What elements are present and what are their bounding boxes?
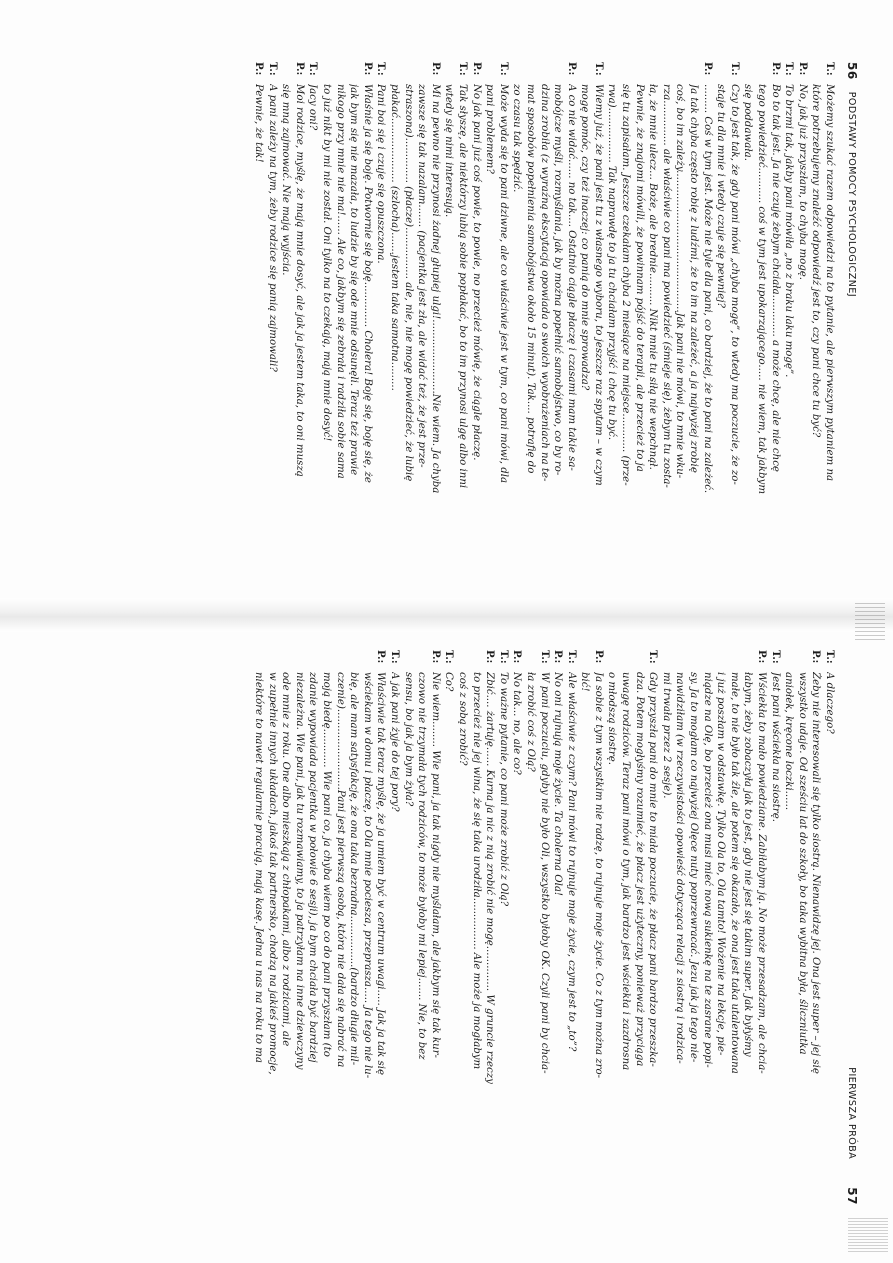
speaker-label — [347, 650, 361, 672]
dialogue-line — [387, 62, 401, 617]
line-text: tego powiedzieć........... coś w tym jest upokarzającego..... nie wiem, tak jakbym — [756, 84, 768, 494]
dialogue-line — [428, 62, 442, 617]
line-text: Mi na pewno nie przynosi żadnej głupiej ulgi!.......................Nie wiem. Ja chyba — [429, 84, 441, 494]
line-text: Może wyda się to pani dziwne, ale co właściwie jest w tym, co pani mówi, dla — [497, 84, 509, 484]
line-text: dzina zrobiła (z wyraźną ekscytacją opowiada o swoich wyobrażeniach na te- — [538, 84, 550, 482]
dialogue-line — [564, 62, 578, 617]
speaker-label: P.: — [810, 650, 823, 664]
dialogue-line — [360, 62, 374, 617]
speaker-label: T.: — [824, 650, 836, 664]
left-page — [20, 62, 860, 617]
speaker-label: T.: — [307, 62, 320, 76]
speaker-label — [605, 62, 619, 84]
speaker-label — [510, 62, 524, 84]
speaker-label: P.: — [429, 62, 442, 76]
speaker-label: T.: — [783, 62, 796, 76]
dialogue-line — [292, 650, 306, 1205]
speaker-label — [795, 650, 809, 672]
speaker-label — [632, 62, 646, 84]
line-text: Czy to jest tak, że gdy pani mówi „chyba mogę”, to wtedy ma poczucie, że zo- — [728, 84, 740, 485]
line-text: Wiemy już, że pani jest tu z własnego wyboru, to jeszcze raz spytam – w czym — [592, 84, 604, 486]
dialogue-line — [360, 650, 374, 1205]
dialogue-line — [822, 62, 836, 617]
dialogue-line — [374, 62, 388, 617]
dialogue-line — [347, 650, 361, 1205]
dialogue-line — [768, 62, 782, 617]
speaker-label: P.: — [293, 62, 306, 76]
line-text: łabym, żeby zobaczyła jak to jest, gdy nie jest się takim super. Jak byłyśmy — [742, 672, 754, 1057]
dialogue-line — [347, 62, 361, 617]
speaker-label: P.: — [375, 650, 388, 664]
dialogue-line — [564, 650, 578, 1205]
speaker-label — [659, 650, 673, 672]
speaker-label: T.: — [497, 62, 510, 76]
speaker-label — [646, 62, 660, 84]
dialogue-line — [795, 650, 809, 1205]
dialogue-line — [319, 62, 333, 617]
speaker-label — [741, 650, 755, 672]
dialogue-line — [415, 62, 429, 617]
dialogue-line — [768, 650, 782, 1205]
speaker-label — [673, 650, 687, 672]
speaker-label — [578, 650, 592, 672]
dialogue-line — [251, 650, 265, 1205]
speaker-label: T.: — [728, 62, 741, 76]
speaker-label — [714, 62, 728, 84]
line-text: ła zrobić coś z Olą? — [524, 672, 536, 772]
dialogue-line — [795, 62, 809, 617]
scan-noise-mark-corner — [848, 1218, 888, 1252]
dialogue-line — [741, 62, 755, 617]
dialogue-line — [673, 650, 687, 1205]
line-text: Pewnie, że tak! — [253, 84, 265, 163]
speaker-label: T.: — [824, 62, 836, 76]
line-text: czowo nie trzymała tych rodziców, to może byłoby mi lepiej....... Nie, to bez — [416, 672, 428, 1060]
dialogue-line — [333, 62, 347, 617]
dialogue-line — [782, 650, 796, 1205]
dialogue-line — [537, 62, 551, 617]
dialogue-line — [265, 62, 279, 617]
dialogue-line — [306, 650, 320, 1205]
speaker-label — [686, 62, 700, 84]
speaker-label: P.: — [484, 650, 497, 664]
speaker-label — [387, 62, 401, 84]
dialogue-line — [251, 62, 265, 617]
line-text: mobójcze myśli, rozmyślania, jak by można popełnić samobójstwo, co by ro- — [552, 84, 564, 476]
speaker-label — [319, 62, 333, 84]
dialogue-line — [686, 62, 700, 617]
speaker-label — [673, 62, 687, 84]
line-text: dza. Potem mogłyśmy rozumieć, że płacz jest użyteczny, ponieważ przyciąga — [633, 672, 645, 1067]
dialogue-line — [646, 62, 660, 617]
dialogue-line — [523, 650, 537, 1205]
speaker-label — [279, 62, 293, 84]
speaker-label: T.: — [565, 650, 578, 664]
line-text: Ja sobie z tym wszystkim nie radzę, to rujnuje moje życie. Co z tym można zro- — [592, 672, 604, 1079]
speaker-label — [659, 62, 673, 84]
line-text: Moi rodzice, myślę, że mają mnie dosyć, ale jak ja jestem taka, to oni muszą — [293, 84, 305, 477]
dialogue-line — [727, 62, 741, 617]
running-head: PIERWSZA PRÓBA — [846, 1067, 858, 1160]
line-text: Właśnie ja się boję. Potwornie się boję.............. Cholera! Boję się, boję się, że — [361, 84, 373, 483]
line-text: wtedy się nimi interesują. — [443, 84, 455, 218]
speaker-label: P.: — [511, 650, 524, 664]
dialogue-line — [374, 650, 388, 1205]
line-text: to już nikt by mi nie został. Oni tylko na to czekają, mają mnie dosyć! — [321, 84, 333, 442]
dialogue-line — [659, 650, 673, 1205]
line-text: mat sposobów popełnienia samobójstwa około 15 minut). Tak.... potrafię do — [524, 84, 536, 474]
dialogue-line — [578, 62, 592, 617]
speaker-label — [347, 62, 361, 84]
line-text: niektóre to nawet regularnie pracują, mają kasę. Jedna u nas na roku to ma — [253, 672, 265, 1063]
speaker-label — [442, 62, 456, 84]
line-text: ła, że mnie ulecz... Boże, ale brednie.......... Nikt mnie tu siłą nie wepchnął. — [647, 84, 659, 470]
dialogue-line — [605, 62, 619, 617]
dialogue-line — [455, 650, 469, 1205]
speaker-label: P.: — [552, 650, 565, 664]
dialogue-line — [496, 62, 510, 617]
line-text: No, jak już przyszłam, to chyba mogę. — [796, 84, 808, 281]
line-text: sy. Ja to mogłam co najwyżej Olęce nuty poprzewracać. Jezu jak ja tego nie- — [688, 672, 700, 1063]
dialogue-line — [551, 650, 565, 1205]
speaker-label — [537, 62, 551, 84]
speaker-label — [360, 650, 374, 672]
dialogue-line — [279, 650, 293, 1205]
speaker-label — [483, 62, 497, 84]
line-text: bić! — [579, 672, 591, 692]
line-text: Właściwie tak teraz myślę, że ja umiem być w centrum uwagi..... Jak ja tak się — [375, 672, 387, 1076]
speaker-label — [741, 62, 755, 84]
dialogue-line — [700, 650, 714, 1205]
dialogue-line — [646, 650, 660, 1205]
line-text: wszystko udaje. Od sześciu lat do szkoły, bo taka wybitna była, śliczniutka — [796, 672, 808, 1055]
line-text: się mną zajmować. Nie mają wyjścia. — [280, 84, 292, 276]
dialogue-line — [632, 650, 646, 1205]
line-text: mi trwała przez 2 sesje). — [660, 672, 672, 799]
speaker-label — [306, 650, 320, 672]
line-text: małe, to nie było tak źle, ale potem się okazało, że ona jest taka utalentowana — [728, 672, 740, 1074]
speaker-label: P.: — [361, 62, 374, 76]
dialogue-line — [469, 650, 483, 1205]
speaker-label — [754, 62, 768, 84]
line-text: mogę pomóc, czy też inaczej: co panią do mnie sprowadza? — [579, 84, 591, 391]
line-text: Pani boi się i czuje się opuszczona. — [375, 84, 387, 264]
speaker-label — [782, 650, 796, 672]
dialogue-line — [442, 62, 456, 617]
dialogue-line — [619, 650, 633, 1205]
page-number: 56 — [845, 62, 859, 80]
line-text: się tu zapisałam. Jeszcze czekałam chyba 2 miesiące na miejsce............ (prze- — [620, 84, 632, 486]
speaker-label: T.: — [538, 650, 551, 664]
dialogue-line — [319, 650, 333, 1205]
line-text: rza.............. ale właściwie co pani ma powiedzieć (śmieje się), żebym tu zosta- — [660, 84, 672, 488]
speaker-label: P.: — [756, 650, 769, 664]
line-text: A pani zależy na tym, żeby rodzice się panią zajmowali? — [266, 84, 278, 372]
line-text: ode mnie z roku. One albo mieszkają z chłopakami, albo z rodzicami, ale — [280, 672, 292, 1047]
dialogue-line — [483, 650, 497, 1205]
dialogue-text — [251, 62, 836, 617]
line-text: Co? — [443, 672, 455, 692]
dialogue-line — [455, 62, 469, 617]
dialogue-line — [387, 650, 401, 1205]
line-text: Ale właściwie z czym? Pani mówi to rujnuje moje życie, czym jest to „to”? — [565, 672, 577, 1052]
line-text: które potrzebujemy znaleźć odpowiedź jest to, czy pani chce tu być? — [810, 84, 822, 438]
speaker-label — [265, 650, 279, 672]
speaker-label: T.: — [592, 62, 605, 76]
dialogue-line — [442, 650, 456, 1205]
speaker-label — [605, 650, 619, 672]
dialogue-line — [551, 62, 565, 617]
dialogue-line — [401, 650, 415, 1205]
line-text: zawsze się tak nazalam....... (pacjentka jest zła, ale widać też, że jest prze- — [416, 84, 428, 468]
line-text: zdanie wypowiada pacjentka w połowie 6 sesji), ja bym chciała być bardziej — [307, 672, 319, 1063]
line-text: czenie).........................Pani jest pierwszą osobą, która nie dała się nabrać na — [334, 672, 346, 1068]
line-text: zo czasu tak spędzić. — [511, 84, 523, 193]
dialogue-line — [700, 62, 714, 617]
dialogue-line — [523, 62, 537, 617]
dialogue-line — [714, 650, 728, 1205]
speaker-label — [251, 650, 265, 672]
line-text: niezależna. Wie pani, jak tu rozmawiamy, to ja patrzyłam na inne dziewczyny — [293, 672, 305, 1070]
speaker-label — [292, 650, 306, 672]
speaker-label: P.: — [429, 650, 442, 664]
speaker-label — [551, 62, 565, 84]
left-page-header — [844, 62, 860, 617]
speaker-label — [279, 650, 293, 672]
speaker-label — [401, 650, 415, 672]
speaker-label: P.: — [796, 62, 809, 76]
speaker-label — [455, 650, 469, 672]
dialogue-line — [741, 650, 755, 1205]
line-text: uwagę rodziców. Teraz pani mówi o tym, jak bardzo jest wściekła i zazdrosna — [620, 672, 632, 1071]
line-text: W pani poczuciu, gdyby nie było Oli, wszystko byłoby OK. Czyli pani by chcia- — [538, 672, 550, 1074]
speaker-label: P.: — [769, 62, 782, 76]
line-text: A co nie widać...... no tak.... Ostatnio ciągle płaczę i czasami mam takie sa- — [565, 84, 577, 471]
speaker-label: T.: — [456, 62, 469, 76]
speaker-label: T.: — [497, 650, 510, 664]
line-text: Nie wiem........ Wie pani, ja tak nigdy nie myślałam, ale jakbym się tak kur- — [429, 672, 441, 1059]
speaker-label — [727, 650, 741, 672]
line-text: się poddawała. — [742, 84, 754, 161]
speaker-label — [319, 650, 333, 672]
line-text: sensu, bo jak ja bym żyła? — [402, 672, 414, 807]
dialogue-line — [510, 62, 524, 617]
dialogue-line — [306, 62, 320, 617]
dialogue-line — [659, 62, 673, 617]
dialogue-line — [754, 650, 768, 1205]
dialogue-line — [809, 62, 823, 617]
line-text: Możemy szukać razem odpowiedzi na to pytanie, ale pierwszym pytaniem na — [824, 84, 835, 482]
right-page — [20, 650, 860, 1205]
speaker-label — [686, 650, 700, 672]
dialogue-line — [619, 62, 633, 617]
dialogue-line — [809, 650, 823, 1205]
line-text: Tak słyszę, ale niektórzy lubią sobie popłakać, bo to im przynosi ulgę albo inni — [456, 84, 468, 489]
dialogue-line — [401, 62, 415, 617]
speaker-label — [333, 650, 347, 672]
speaker-label — [700, 650, 714, 672]
speaker-label: T.: — [443, 650, 456, 664]
speaker-label: P.: — [253, 62, 266, 76]
line-text: to przecież nie jej wina, że się taka urodziła................ Ale może ja mogłabym — [470, 672, 482, 1070]
speaker-label: T.: — [266, 62, 279, 76]
dialogue-line — [591, 650, 605, 1205]
line-text: No oni rujnują moje życie. Ta cholerna Ola! — [552, 672, 564, 896]
speaker-label: P.: — [470, 62, 483, 76]
dialogue-line — [632, 62, 646, 617]
dialogue-text — [251, 650, 836, 1205]
dialogue-line — [782, 62, 796, 617]
line-text: coś z sobą zrobić? — [456, 672, 468, 766]
page-number: 57 — [845, 1187, 859, 1205]
dialogue-line — [714, 62, 728, 617]
speaker-label — [333, 62, 347, 84]
line-text: A jak pani żyje do tej pory? — [389, 672, 400, 812]
line-text: wściekam w domu i płaczę, to Ola mnie pociesza, przeprasza..... Ja tego nie lu- — [361, 672, 373, 1079]
speaker-label: T.: — [647, 650, 660, 664]
line-text: Bo to tak jest. Ja nie czuję żebym chciała............. a może chcę, ale nie chcę — [769, 84, 781, 472]
speaker-label — [619, 62, 633, 84]
dialogue-line — [727, 650, 741, 1205]
dialogue-line — [605, 650, 619, 1205]
line-text: To ważne pytanie, co pani może zrobić z Olą? — [497, 672, 509, 907]
speaker-label — [523, 62, 537, 84]
line-text: Ja tak chyba często robię z ludźmi, że to im na zależeć, a ja najwyżej zrobię — [688, 84, 700, 473]
line-text: aniołek, kręcone loczki...... — [783, 672, 795, 811]
dialogue-line — [265, 650, 279, 1205]
line-text: Gdy przyszła pani do mnie to miała poczucie, że płacz pani bardzo przeszka- — [647, 672, 659, 1067]
speaker-label: T.: — [375, 62, 388, 76]
line-text: Pewnie, że znajomi mówili, że powinnam pójść do terapii, ale przecież to ja — [633, 84, 645, 472]
line-text: Wściekła to mało powiedziane. Zabiłabym ją. No może przesadzam, ale chcia- — [756, 672, 768, 1074]
speaker-label — [809, 62, 823, 84]
speaker-label — [401, 62, 415, 84]
speaker-label: P.: — [592, 650, 605, 664]
speaker-label — [714, 650, 728, 672]
line-text: bię, ale mam satysfakcję, że ona taka bezradna................(bardzo długie mil- — [348, 672, 360, 1066]
speaker-label — [523, 650, 537, 672]
line-text: ......... Coś w tym jest. Może nie tyle dla pani, co bardziej, że to pani na zależeć. — [701, 84, 713, 494]
line-text: płakać.................... (szlocha).......jestem taka samotna......... — [389, 84, 400, 391]
line-text: No jak pani już coś powie, to powie, no przecież mówię, że ciągle płaczę. — [470, 84, 482, 461]
speaker-label — [619, 650, 633, 672]
line-text: Jest pani wściekła na siostrę. — [769, 672, 781, 823]
line-text: nikogo przy mnie nie ma!...... Ale co, jakbym się zebrała i radziła sobie sama — [334, 84, 346, 479]
line-text: rwa)................. Tak naprawdę to ja tu chciałam przyjść i chcę tu być. — [606, 84, 618, 441]
dialogue-line — [754, 62, 768, 617]
speaker-label — [578, 62, 592, 84]
line-text: straszona).............. (płacze)................ ale, nie, nie mogę powiedzieć, że lubię — [402, 84, 414, 482]
dialogue-line — [333, 650, 347, 1205]
line-text: To brzmi tak, jakby pani mówiła „no z braku laku mogę”. — [783, 84, 795, 378]
line-text: Jacy oni? — [307, 84, 319, 131]
speaker-label — [469, 650, 483, 672]
dialogue-line — [292, 62, 306, 617]
speaker-label — [632, 650, 646, 672]
line-text: jak bym się nie mazała, to ludzie by się ode mnie odsunęli. Teraz też prawie — [348, 84, 360, 476]
dialogue-line — [537, 650, 551, 1205]
line-text: Żeby nie interesowali się tylko siostrą. Nienawidzę jej. Ona jest super – jej się — [810, 672, 822, 1074]
dialogue-line — [428, 650, 442, 1205]
dialogue-line — [673, 62, 687, 617]
line-text: moją biedę............ Wie pani co, ja chyba wiem po co do pani przyszłam (to — [321, 672, 333, 1057]
speaker-label: T.: — [389, 650, 401, 664]
running-head: PODSTAWY POMOCY PSYCHOLOGICZNEJ — [846, 91, 858, 298]
speaker-label: P.: — [565, 62, 578, 76]
dialogue-line — [686, 650, 700, 1205]
dialogue-line — [591, 62, 605, 617]
line-text: o młodszą siostrę. — [606, 672, 618, 765]
dialogue-line — [496, 650, 510, 1205]
dialogue-line — [822, 650, 836, 1205]
speaker-label — [415, 62, 429, 84]
line-text: staje tu dla mnie i wtedy czuje się pewniej? — [715, 84, 727, 308]
speaker-label — [415, 650, 429, 672]
dialogue-line — [510, 650, 524, 1205]
line-text: nawidziłam (w rzeczywistości opowieść dotycząca relacji z siostrą i rodzica- — [674, 672, 686, 1064]
line-text: No tak... no, ale co? — [511, 672, 523, 775]
line-text: niądze na Olę, bo przecież ona musi mieć nową sukienkę na te zasrane popi- — [701, 672, 713, 1068]
line-text: w zupełnie innych układach, jakoś tak partnersko, chodzą na jakieś promocje, — [266, 672, 278, 1075]
speaker-label: T.: — [769, 650, 782, 664]
dialogue-line — [415, 650, 429, 1205]
right-page-header — [844, 650, 860, 1205]
line-text: pani problemem? — [484, 84, 496, 174]
dialogue-line — [483, 62, 497, 617]
dialogue-line — [578, 650, 592, 1205]
dialogue-line — [279, 62, 293, 617]
line-text: i już poszłam w odstawkę. Tylko Ola to, Ola tamto! Wożenie na lekcje, pie- — [715, 672, 727, 1056]
dialogue-line — [469, 62, 483, 617]
line-text: Zbić.... żartuję...... Kurna ja nic z nią zrobić nie mogę.............. W gruncie rzeczy — [484, 672, 496, 1084]
speaker-label: P.: — [701, 62, 714, 76]
line-text: A dlaczego? — [824, 672, 835, 734]
line-text: coś, bo im zależy............................................Jak pani nie mówi, to mnie wku- — [674, 84, 686, 479]
